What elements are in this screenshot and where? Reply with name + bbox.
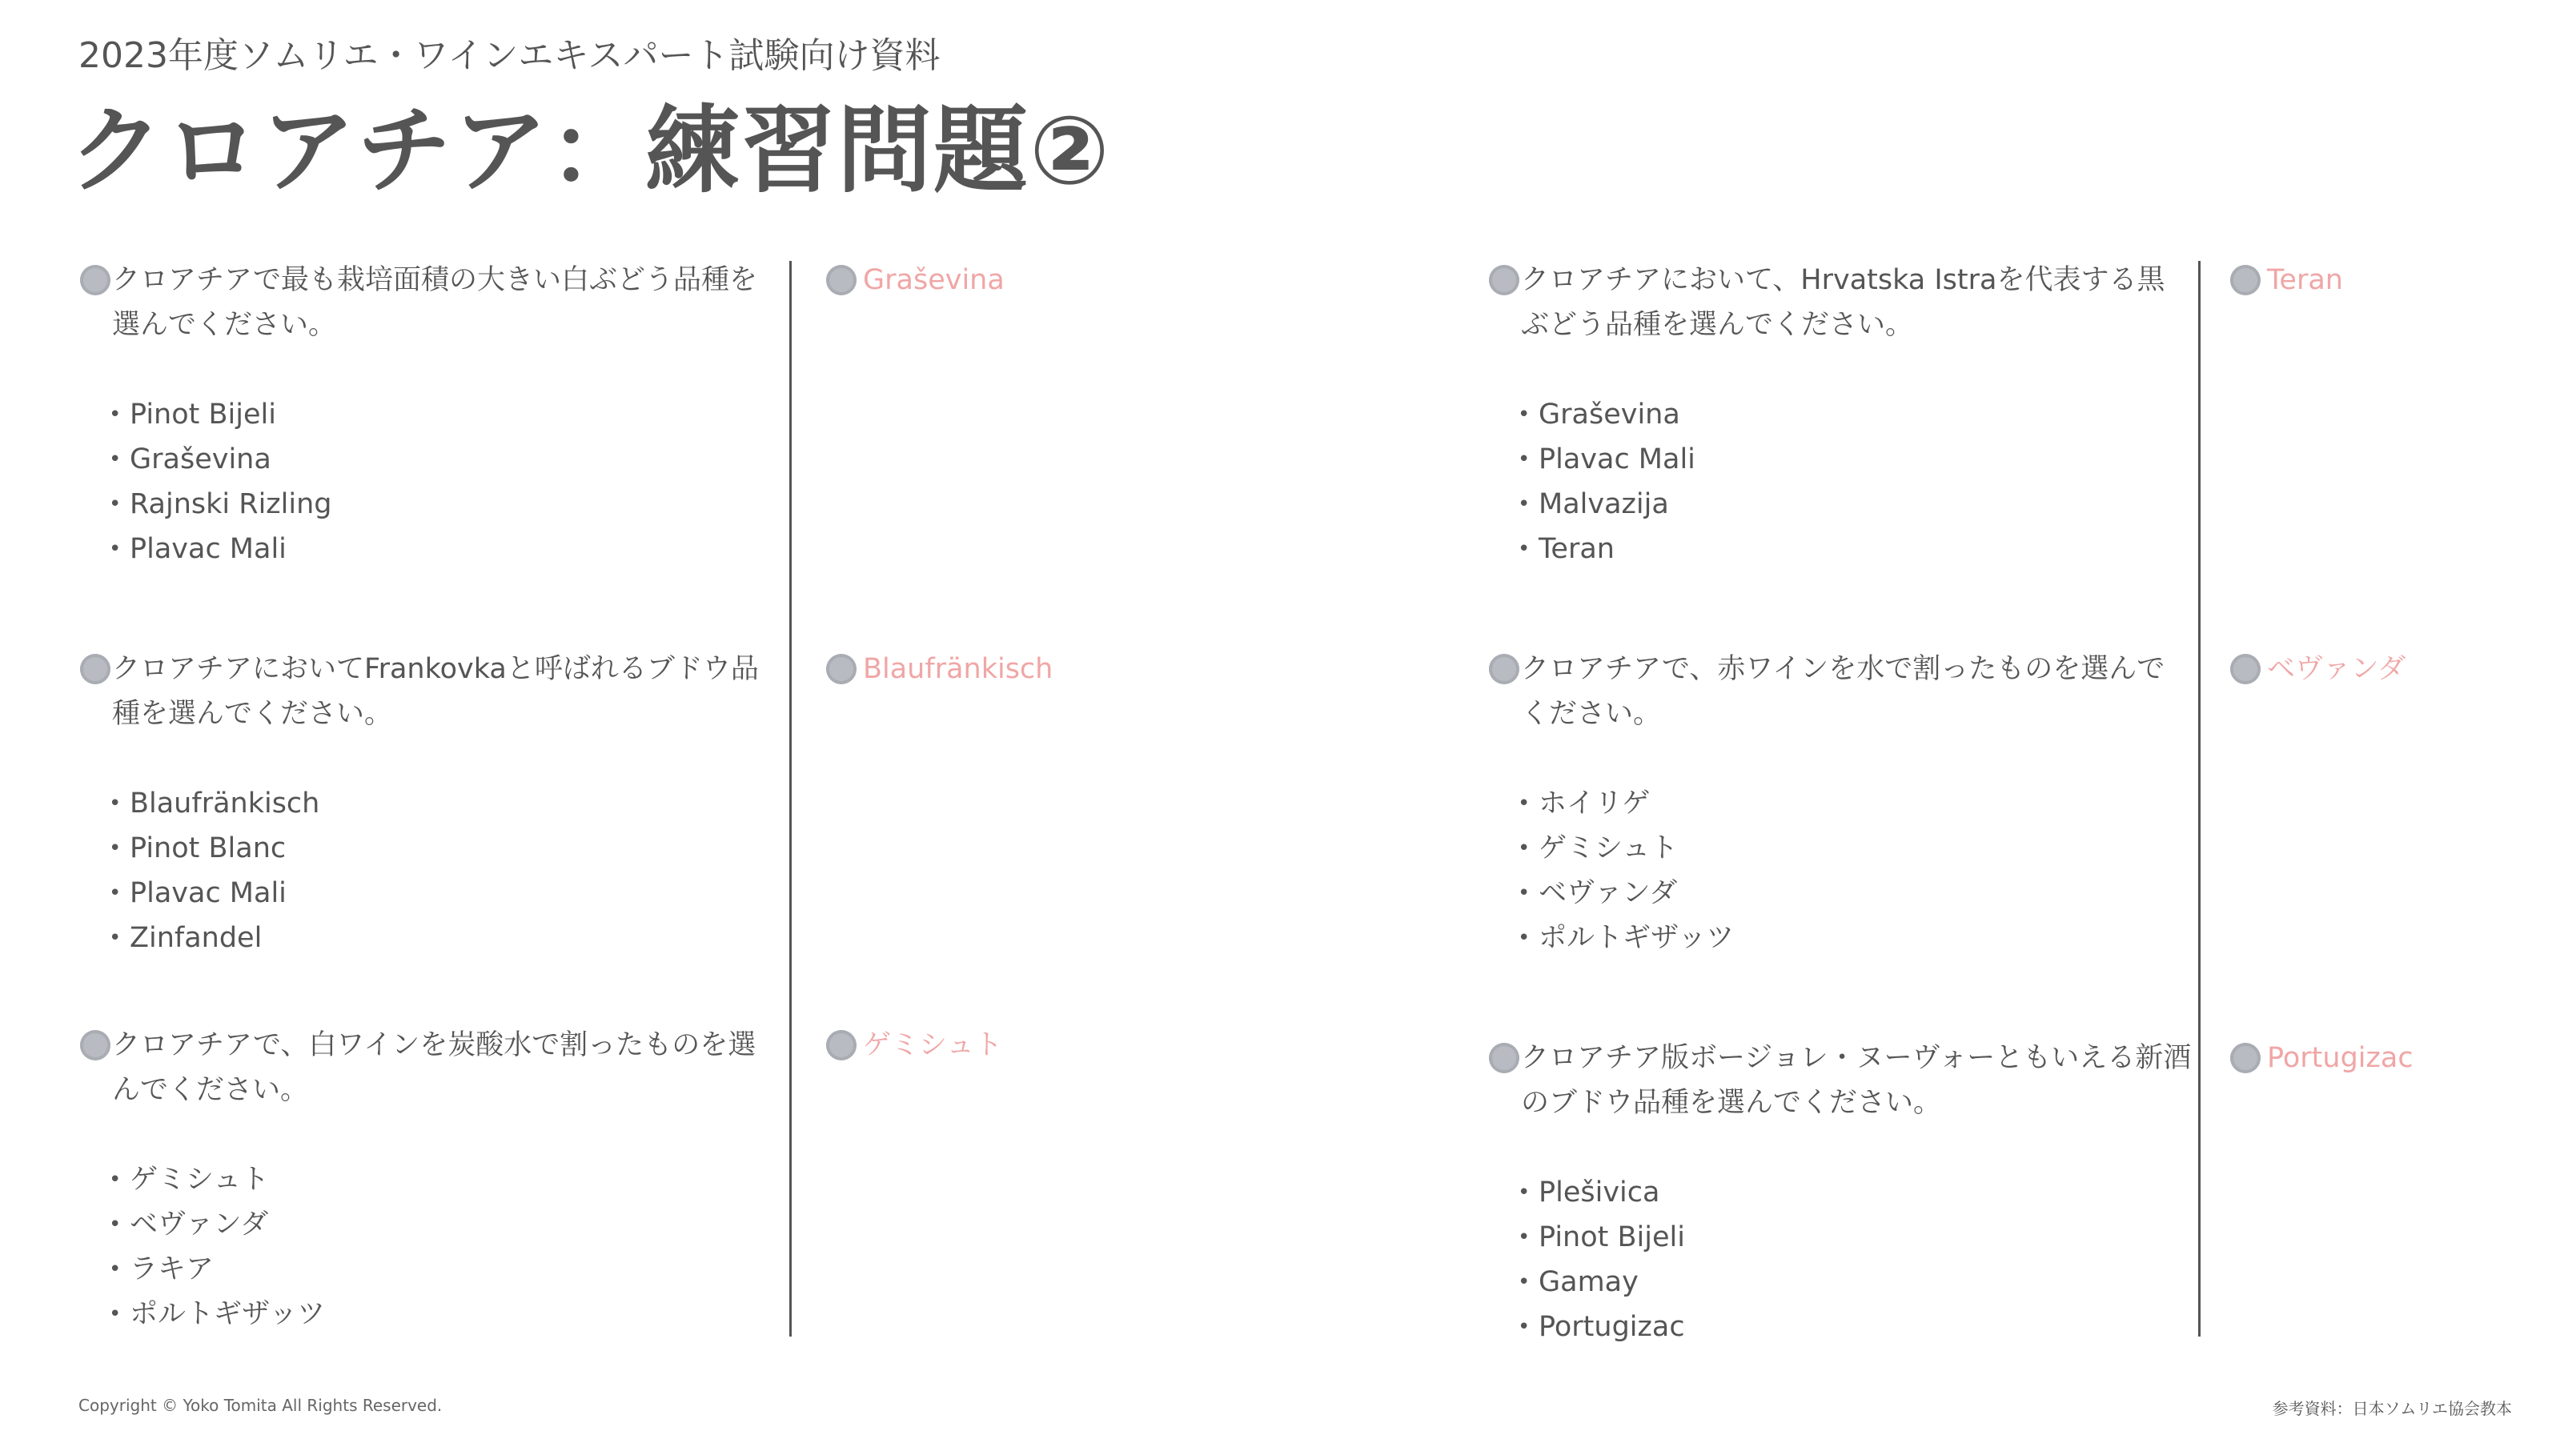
option-item: • ゲミシュト: [109, 1157, 783, 1202]
question-2: [78, 647, 783, 960]
option-item: • Graševina: [1518, 392, 2192, 437]
answer-bullet-icon: [826, 1030, 857, 1060]
answer-5-text: ベヴァンダ: [2267, 653, 2406, 685]
question-1-text: クロアチアで最も栽培面積の大きい白ぶどう品種を選んでください。: [78, 258, 783, 347]
question-5-text: クロアチアで、赤ワインを水で割ったものを選んでください。: [1487, 647, 2192, 736]
answer-3-text: ゲミシュト: [863, 1029, 1003, 1061]
column-divider-left: [789, 261, 792, 1337]
option-item: • Plavac Mali: [109, 871, 783, 916]
answer-2: [826, 647, 1053, 691]
answer-1-text: Graševina: [863, 264, 1005, 296]
answer-bullet-icon: [2230, 265, 2261, 295]
question-1-options: [78, 392, 783, 571]
question-4: [1487, 258, 2192, 571]
question-6: [1487, 1036, 2192, 1349]
option-item: • Zinfandel: [109, 916, 783, 960]
option-item: • Teran: [1518, 527, 2192, 571]
option-item: • Pinot Bijeli: [1518, 1215, 2192, 1260]
column-divider-right: [2198, 261, 2201, 1337]
question-3-options: [78, 1157, 783, 1337]
option-item: • ポルトギザッツ: [109, 1292, 783, 1337]
answer-bullet-icon: [826, 265, 857, 295]
answer-bullet-icon: [2230, 654, 2261, 684]
option-item: • ポルトギザッツ: [1518, 916, 2192, 960]
question-5: [1487, 647, 2192, 960]
option-item: • Pinot Bijeli: [109, 392, 783, 437]
question-bullet-icon: [1489, 1043, 1519, 1073]
copyright-notice: Copyright © Yoko Tomita All Rights Reserved.: [78, 1396, 443, 1415]
option-item: • ホイリゲ: [1518, 781, 2192, 826]
question-3: [78, 1023, 783, 1337]
question-4-options: [1487, 392, 2192, 571]
question-2-options: [78, 781, 783, 960]
reference-note: 参考資料：日本ソムリエ協会教本: [2272, 1399, 2512, 1418]
option-item: • ベヴァンダ: [109, 1202, 783, 1247]
option-item: • ラキア: [109, 1247, 783, 1292]
question-6-text: クロアチア版ボージョレ・ヌーヴォーともいえる新酒のブドウ品種を選んでください。: [1487, 1036, 2192, 1125]
option-item: • Graševina: [109, 437, 783, 482]
option-item: • Plavac Mali: [109, 527, 783, 571]
option-item: • Gamay: [1518, 1260, 2192, 1305]
question-5-options: [1487, 781, 2192, 960]
slide-title: クロアチア：練習問題②: [69, 95, 1111, 206]
question-6-options: [1487, 1170, 2192, 1349]
answer-4: [2230, 258, 2343, 303]
answer-bullet-icon: [2230, 1043, 2261, 1073]
question-4-text: クロアチアにおいて、Hrvatska Istraを代表する黒ぶどう品種を選んでください。: [1487, 258, 2192, 347]
option-item: • ベヴァンダ: [1518, 871, 2192, 916]
option-item: • Malvazija: [1518, 482, 2192, 527]
question-2-text: クロアチアにおいてFrankovkaと呼ばれるブドウ品種を選んでください。: [78, 647, 783, 736]
option-item: • Portugizac: [1518, 1305, 2192, 1349]
answer-2-text: Blaufränkisch: [863, 653, 1053, 685]
answer-bullet-icon: [826, 654, 857, 684]
question-bullet-icon: [80, 265, 110, 295]
answer-6: [2230, 1036, 2413, 1080]
slide-subtitle: 2023年度ソムリエ・ワインエキスパート試験向け資料: [78, 35, 941, 76]
option-item: • Blaufränkisch: [109, 781, 783, 826]
option-item: • Plavac Mali: [1518, 437, 2192, 482]
answer-1: [826, 258, 1005, 303]
question-bullet-icon: [80, 654, 110, 684]
option-item: • Rajnski Rizling: [109, 482, 783, 527]
answer-6-text: Portugizac: [2267, 1042, 2413, 1074]
answer-3: [826, 1023, 1002, 1068]
option-item: • Plešivica: [1518, 1170, 2192, 1215]
answer-4-text: Teran: [2267, 264, 2343, 296]
question-bullet-icon: [1489, 654, 1519, 684]
option-item: • ゲミシュト: [1518, 826, 2192, 871]
question-1: [78, 258, 783, 571]
answer-5: [2230, 647, 2405, 691]
question-3-text: クロアチアで、白ワインを炭酸水で割ったものを選んでください。: [78, 1023, 783, 1112]
question-bullet-icon: [80, 1030, 110, 1060]
question-bullet-icon: [1489, 265, 1519, 295]
option-item: • Pinot Blanc: [109, 826, 783, 871]
